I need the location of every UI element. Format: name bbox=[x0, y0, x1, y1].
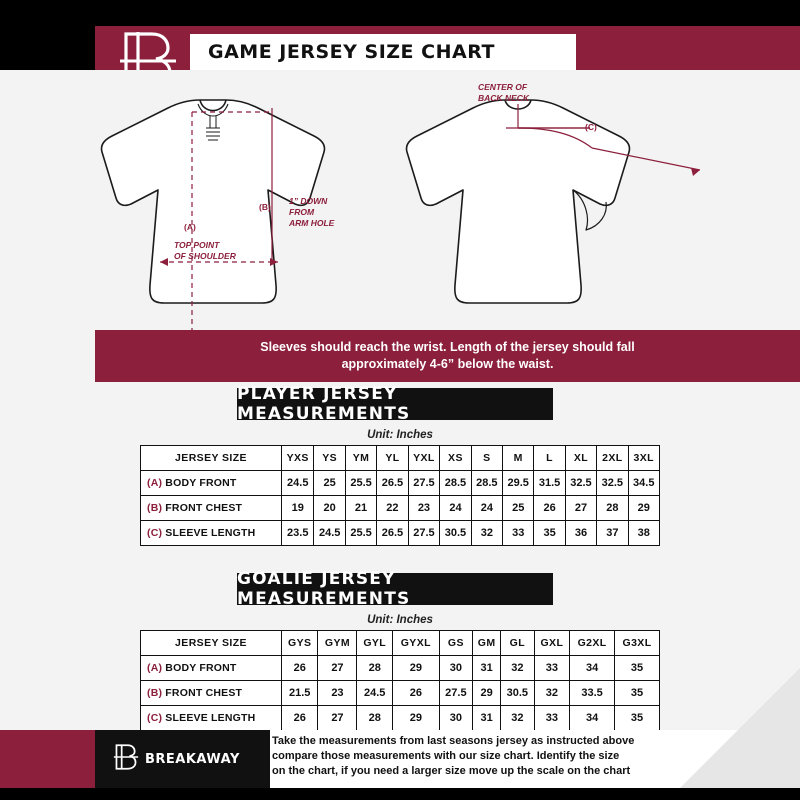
player-cell: 32 bbox=[471, 521, 502, 546]
player-col-header-ys: YS bbox=[314, 446, 345, 471]
label-c-tag-back: (C) bbox=[585, 122, 597, 132]
footer bbox=[0, 730, 800, 788]
table-row bbox=[141, 706, 660, 731]
player-cell: 25 bbox=[314, 471, 345, 496]
player-col-header-ym: YM bbox=[345, 446, 376, 471]
player-row-label: (C) SLEEVE LENGTH bbox=[141, 521, 282, 546]
player-col-header-s: S bbox=[471, 446, 502, 471]
goalie-measurements-table bbox=[140, 630, 660, 731]
goalie-cell: 35 bbox=[615, 681, 660, 706]
goalie-cell: 28 bbox=[357, 706, 393, 731]
footer-instructions-line2: compare those measurements with our size chart. Identify the size bbox=[272, 750, 620, 762]
goalie-cell: 27 bbox=[318, 706, 357, 731]
player-cell: 29 bbox=[628, 496, 659, 521]
player-cell: 22 bbox=[377, 496, 408, 521]
player-cell: 31.5 bbox=[534, 471, 565, 496]
goalie-cell: 28 bbox=[357, 656, 393, 681]
player-col-header-yxs: YXS bbox=[282, 446, 314, 471]
goalie-cell: 33 bbox=[534, 656, 570, 681]
player-cell: 35 bbox=[534, 521, 565, 546]
player-cell: 36 bbox=[565, 521, 596, 546]
fit-note-line1: Sleeves should reach the wrist. Length of the jersey should fall bbox=[260, 340, 635, 354]
player-col-header-xl: XL bbox=[565, 446, 596, 471]
table-row bbox=[141, 656, 660, 681]
goalie-col-header-gm: GM bbox=[473, 631, 501, 656]
label-b-tag: (B) bbox=[259, 202, 271, 212]
goalie-cell: 30 bbox=[439, 656, 473, 681]
goalie-col-header-gyl: GYL bbox=[357, 631, 393, 656]
goalie-heading-text: GOALIE JERSEY MEASUREMENTS bbox=[237, 569, 411, 609]
goalie-cell: 30 bbox=[439, 706, 473, 731]
goalie-cell: 33 bbox=[534, 706, 570, 731]
jersey-diagram bbox=[0, 70, 800, 330]
goalie-row-label: (B) FRONT CHEST bbox=[141, 681, 282, 706]
goalie-cell: 31 bbox=[473, 656, 501, 681]
goalie-cell: 35 bbox=[615, 656, 660, 681]
goalie-cell: 27 bbox=[318, 656, 357, 681]
goalie-col-header-g3xl: G3XL bbox=[615, 631, 660, 656]
player-cell: 24 bbox=[471, 496, 502, 521]
player-col-header-xs: XS bbox=[440, 446, 471, 471]
goalie-cell: 35 bbox=[615, 706, 660, 731]
footer-brand-block bbox=[95, 730, 270, 788]
player-cell: 21 bbox=[345, 496, 376, 521]
player-row-label: (A) BODY FRONT bbox=[141, 471, 282, 496]
page-title-text: GAME JERSEY SIZE CHART bbox=[208, 41, 495, 63]
player-col-header-yxl: YXL bbox=[408, 446, 440, 471]
label-b-text: 1” DOWN FROM ARM HOLE bbox=[289, 196, 335, 228]
player-cell: 24 bbox=[440, 496, 471, 521]
goalie-col-header-gym: GYM bbox=[318, 631, 357, 656]
player-cell: 34.5 bbox=[628, 471, 659, 496]
player-cell: 32.5 bbox=[565, 471, 596, 496]
goalie-cell: 29 bbox=[393, 656, 440, 681]
table-row bbox=[141, 496, 660, 521]
player-col-header-yl: YL bbox=[377, 446, 408, 471]
goalie-row-label: (A) BODY FRONT bbox=[141, 656, 282, 681]
goalie-unit-label: Unit: Inches bbox=[367, 614, 433, 626]
footer-maroon-block bbox=[0, 730, 95, 788]
player-measurements-table bbox=[140, 445, 660, 546]
goalie-cell: 26 bbox=[393, 681, 440, 706]
footer-instructions-line1: Take the measurements from last seasons jersey as instructed above bbox=[272, 735, 635, 747]
goalie-cell: 29 bbox=[393, 706, 440, 731]
player-cell: 28.5 bbox=[471, 471, 502, 496]
player-cell: 19 bbox=[282, 496, 314, 521]
goalie-cell: 30.5 bbox=[501, 681, 535, 706]
player-cell: 38 bbox=[628, 521, 659, 546]
player-section-heading bbox=[237, 384, 553, 424]
goalie-cell: 34 bbox=[570, 706, 615, 731]
player-cell: 23 bbox=[408, 496, 440, 521]
goalie-col-header-gl: GL bbox=[501, 631, 535, 656]
player-cell: 33 bbox=[503, 521, 534, 546]
label-a-text: TOP POINT OF SHOULDER bbox=[174, 240, 236, 261]
player-cell: 24.5 bbox=[282, 471, 314, 496]
player-col-header-l: L bbox=[534, 446, 565, 471]
player-cell: 26 bbox=[534, 496, 565, 521]
fit-note-line2: approximately 4-6” below the waist. bbox=[341, 357, 554, 371]
goalie-col-header-gyxl: GYXL bbox=[393, 631, 440, 656]
goalie-cell: 26 bbox=[282, 656, 318, 681]
player-row-label: (B) FRONT CHEST bbox=[141, 496, 282, 521]
player-cell: 25.5 bbox=[345, 471, 376, 496]
player-cell: 25.5 bbox=[345, 521, 376, 546]
goalie-section-heading bbox=[237, 569, 553, 609]
player-cell: 28 bbox=[597, 496, 628, 521]
goalie-cell: 21.5 bbox=[282, 681, 318, 706]
corner-fold-decoration bbox=[680, 668, 800, 788]
player-col-header-size: JERSEY SIZE bbox=[141, 446, 282, 471]
goalie-row-label: (C) SLEEVE LENGTH bbox=[141, 706, 282, 731]
label-a-tag: (A) bbox=[184, 222, 196, 232]
player-cell: 30.5 bbox=[440, 521, 471, 546]
player-unit-label: Unit: Inches bbox=[367, 429, 433, 441]
player-col-header-3xl: 3XL bbox=[628, 446, 659, 471]
label-center-back-neck: CENTER OF BACK NECK bbox=[478, 82, 529, 103]
goalie-cell: 31 bbox=[473, 706, 501, 731]
goalie-col-header-gxl: GXL bbox=[534, 631, 570, 656]
goalie-col-header-gys: GYS bbox=[282, 631, 318, 656]
goalie-col-header-g2xl: G2XL bbox=[570, 631, 615, 656]
player-cell: 28.5 bbox=[440, 471, 471, 496]
player-cell: 26.5 bbox=[377, 521, 408, 546]
goalie-cell: 27.5 bbox=[439, 681, 473, 706]
table-row bbox=[141, 471, 660, 496]
fit-note-band bbox=[95, 330, 800, 382]
player-cell: 25 bbox=[503, 496, 534, 521]
player-col-header-m: M bbox=[503, 446, 534, 471]
player-heading-text: PLAYER JERSEY MEASUREMENTS bbox=[237, 384, 411, 424]
goalie-cell: 23 bbox=[318, 681, 357, 706]
goalie-cell: 33.5 bbox=[570, 681, 615, 706]
table-row bbox=[141, 681, 660, 706]
player-cell: 27 bbox=[565, 496, 596, 521]
footer-instructions-line3: on the chart, if you need a larger size move up the scale on the chart bbox=[272, 765, 631, 777]
sheet bbox=[0, 12, 800, 788]
goalie-cell: 26 bbox=[282, 706, 318, 731]
player-cell: 29.5 bbox=[503, 471, 534, 496]
player-col-header-2xl: 2XL bbox=[597, 446, 628, 471]
goalie-cell: 34 bbox=[570, 656, 615, 681]
goalie-cell: 32 bbox=[501, 656, 535, 681]
player-cell: 24.5 bbox=[314, 521, 345, 546]
player-cell: 32.5 bbox=[597, 471, 628, 496]
player-cell: 20 bbox=[314, 496, 345, 521]
goalie-cell: 29 bbox=[473, 681, 501, 706]
goalie-cell: 24.5 bbox=[357, 681, 393, 706]
goalie-col-header-gs: GS bbox=[439, 631, 473, 656]
goalie-cell: 32 bbox=[534, 681, 570, 706]
player-cell: 27.5 bbox=[408, 471, 440, 496]
player-cell: 26.5 bbox=[377, 471, 408, 496]
player-cell: 37 bbox=[597, 521, 628, 546]
breakaway-b-logo-icon bbox=[113, 742, 139, 777]
table-row bbox=[141, 521, 660, 546]
page-title bbox=[190, 34, 576, 70]
player-cell: 27.5 bbox=[408, 521, 440, 546]
footer-brand-text: BREAKAWAY bbox=[145, 751, 240, 767]
player-cell: 23.5 bbox=[282, 521, 314, 546]
goalie-cell: 32 bbox=[501, 706, 535, 731]
goalie-col-header-size: JERSEY SIZE bbox=[141, 631, 282, 656]
